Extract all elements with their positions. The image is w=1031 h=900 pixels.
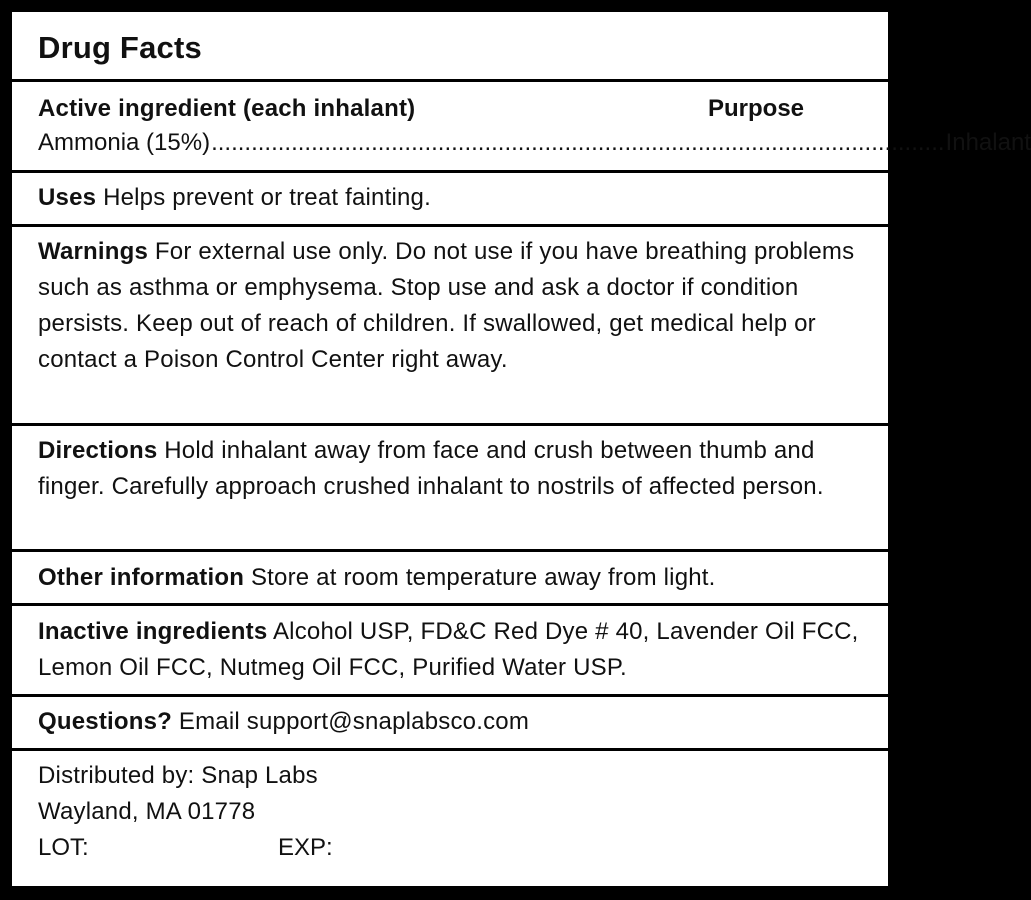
divider [12, 694, 888, 697]
divider [12, 549, 888, 552]
questions-label: Questions? [38, 708, 173, 735]
warnings-section [38, 234, 874, 378]
other-information-section [38, 560, 874, 596]
active-ingredient-name: Ammonia (15%) [38, 129, 211, 156]
divider [12, 224, 888, 227]
warnings-label: Warnings [38, 238, 149, 265]
questions-section [38, 704, 874, 740]
active-ingredient-heading: Active ingredient (each inhalant) [38, 95, 416, 122]
directions-text: Hold inhalant away from face and crush between thumb and finger. Carefully approach crushed inhalant to nostrils of affected person. [38, 437, 824, 500]
inactive-ingredients-label: Inactive ingredients [38, 618, 268, 645]
panel-title: Drug Facts [38, 30, 202, 65]
purpose-heading: Purpose [708, 95, 805, 122]
divider [12, 423, 888, 426]
lot-label: LOT: [38, 834, 89, 861]
exp-label: EXP: [278, 834, 333, 861]
uses-label: Uses [38, 184, 97, 211]
divider [12, 748, 888, 751]
directions-section [38, 433, 874, 505]
directions-label: Directions [38, 437, 158, 464]
distributor-address: Wayland, MA 01778 [38, 798, 256, 825]
divider [12, 79, 888, 82]
leader-dots: .............................................................................................................. [211, 129, 945, 156]
questions-text: Email support@snaplabsco.com [178, 708, 530, 735]
uses-text: Helps prevent or treat fainting. [103, 184, 431, 211]
drug-facts-panel [12, 12, 1031, 886]
active-ingredient-row [38, 125, 1031, 161]
inactive-ingredients-section [38, 614, 874, 686]
active-ingredient-purpose: Inhalant [945, 129, 1031, 156]
other-information-label: Other information [38, 564, 245, 591]
distributor-name: Distributed by: Snap Labs [38, 762, 318, 789]
divider [12, 170, 888, 173]
inactive-ingredients-text: Alcohol USP, FD&C Red Dye # 40, Lavender Oil FCC, Lemon Oil FCC, Nutmeg Oil FCC, Purified Water USP. [38, 618, 859, 681]
warnings-text: For external use only. Do not use if you have breathing problems such as asthma or emphysema. Stop use and ask a doctor if condition persists. Keep out of reach of children. If swallowed, get medical help or contact a Poison Control Center right away. [38, 238, 855, 373]
divider [12, 603, 888, 606]
other-information-text: Store at room temperature away from light. [250, 564, 716, 591]
uses-section [38, 180, 874, 216]
